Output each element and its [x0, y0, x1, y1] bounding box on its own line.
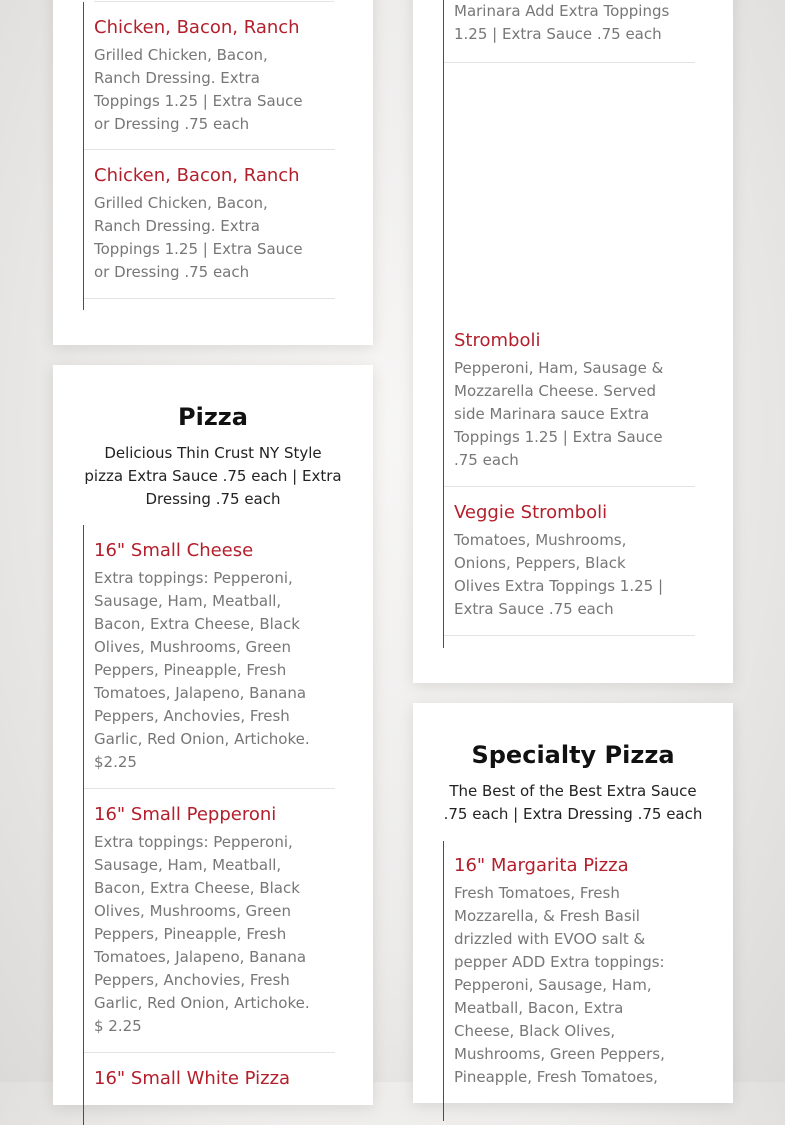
menu-item-name: 16" Margarita Pizza — [454, 855, 629, 876]
menu-item-description: Tomatoes, Mushrooms, Onions, Peppers, Black Olives Extra Toppings 1.25 | Extra Sauce .75 each — [454, 531, 664, 618]
calzone-menu-card — [53, 0, 373, 345]
menu-item[interactable] — [84, 525, 335, 789]
menu-item-description: Pepperoni, Ham, Sausage & Mozzarella Cheese. Served side Marinara sauce Extra Toppings 1.25 | Extra Sauce .75 each — [454, 359, 664, 469]
menu-item-name: Stromboli — [454, 330, 541, 351]
section-description: The Best of the Best Extra Sauce .75 each | Extra Dressing .75 each — [443, 782, 703, 823]
menu-item-name: 16" Small Pepperoni — [94, 804, 277, 825]
menu-item-description: Extra toppings: Pepperoni, Sausage, Ham, Meatball, Bacon, Extra Cheese, Black Olives, Mushrooms, Green Peppers, Pineapple, Fresh Tomatoes, Jalapeno, Banana Peppers, Anchovies, Fresh Garlic, Red Onion, Artichoke. $ 2.25 — [94, 833, 310, 1035]
empty-space — [444, 63, 695, 327]
menu-item-description: Grilled Chicken, Bacon, Ranch Dressing. Extra Toppings 1.25 | Extra Sauce or Dressing .75 each — [94, 194, 303, 281]
menu-item[interactable] — [84, 789, 335, 1053]
section-title: Pizza — [178, 403, 248, 431]
section-description: Delicious Thin Crust NY Style pizza Extra Sauce .75 each | Extra Dressing .75 each — [84, 444, 342, 508]
menu-item-name: Veggie Stromboli — [454, 502, 608, 523]
menu-item[interactable] — [444, 487, 695, 636]
specialty-pizza-menu-card — [413, 703, 733, 1103]
menu-item-description: Extra toppings: Pepperoni, Sausage, Ham, Meatball, Bacon, Extra Cheese, Black Olives, Mushrooms, Green Peppers, Pineapple, Fresh Tomatoes, Jalapeno, Banana Peppers, Anchovies, Fresh Garlic, Red Onion, Artichoke. $2.25 — [94, 569, 310, 771]
menu-item[interactable] — [84, 2, 335, 150]
menu-item[interactable] — [444, 327, 695, 487]
menu-item[interactable] — [444, 841, 695, 1089]
pizza-item-list — [83, 525, 335, 1125]
menu-item[interactable] — [84, 150, 335, 299]
menu-item-name: 16" Small White Pizza — [94, 1068, 291, 1089]
menu-item-description: Fresh Tomatoes, Fresh Mozzarella, & Fresh Basil drizzled with EVOO salt & pepper ADD Extra toppings: Pepperoni, Sausage, Ham, Meatball, Bacon, Extra Cheese, Black Olives, Mushrooms, Green Peppers, Pineapple, Fresh Tomatoes, — [454, 884, 665, 1086]
menu-item-name: Chicken, Bacon, Ranch — [94, 165, 300, 186]
pizza-menu-card — [53, 365, 373, 1105]
menu-item-fragment[interactable] — [444, 0, 695, 63]
menu-item-name: Chicken, Bacon, Ranch — [94, 17, 300, 38]
menu-item-name: 16" Small Cheese — [94, 540, 254, 561]
stromboli-item-list — [443, 0, 695, 648]
menu-item[interactable] — [84, 1053, 335, 1113]
menu-item-description: Marinara Add Extra Toppings 1.25 | Extra Sauce .75 each — [454, 2, 670, 43]
specialty-item-list — [443, 841, 695, 1121]
section-title: Specialty Pizza — [471, 741, 675, 769]
stromboli-menu-card — [413, 0, 733, 683]
calzone-item-list — [83, 2, 335, 310]
menu-item-description: Grilled Chicken, Bacon, Ranch Dressing. Extra Toppings 1.25 | Extra Sauce or Dressing .75 each — [94, 46, 303, 133]
